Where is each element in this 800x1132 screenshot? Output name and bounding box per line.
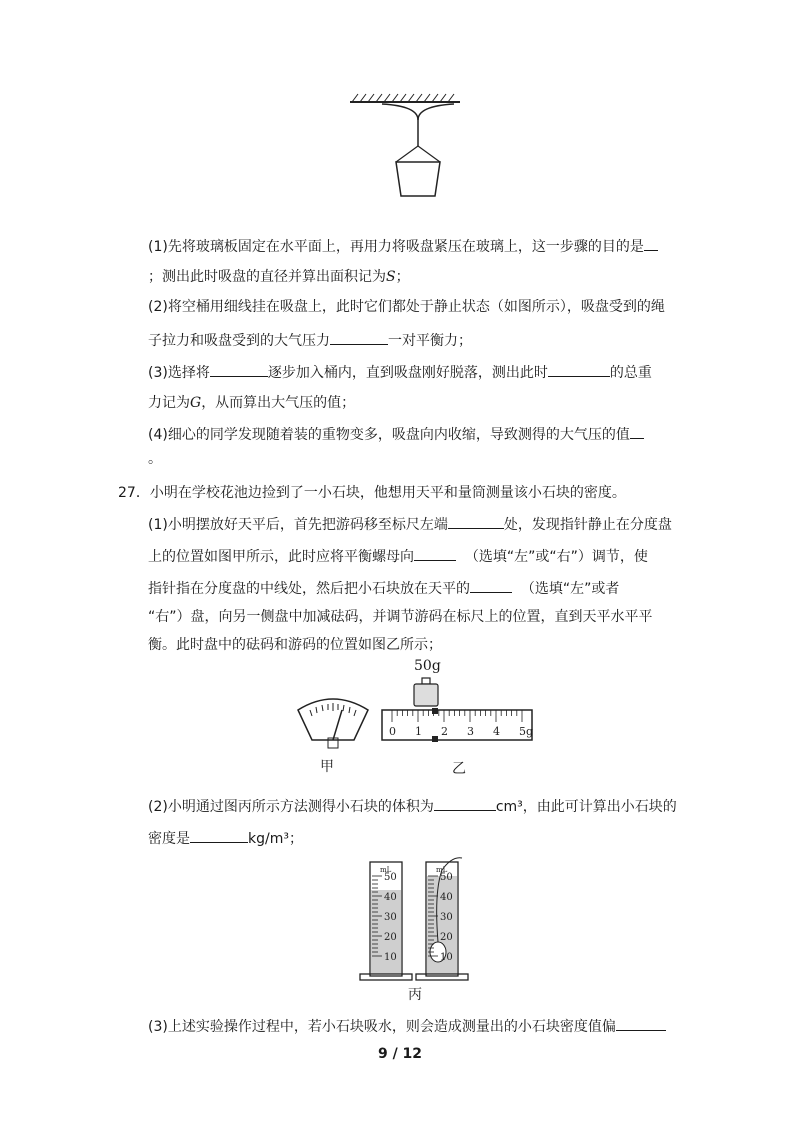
answer-blank[interactable] — [448, 514, 504, 529]
q26-step4-text: (4)细心的同学发现随着装的重物变多，吸盘向内收缩，导致测得的大气压的值 — [148, 427, 630, 443]
cylinder-tick-label: 50 — [384, 872, 397, 883]
q26-step1-line1 — [148, 236, 658, 256]
cylinder-tick-label: 40 — [384, 892, 397, 903]
scale-tick-label: 5g — [519, 725, 534, 738]
page-number: 9 / 12 — [377, 1046, 423, 1062]
answer-blank[interactable] — [470, 578, 512, 593]
scale-tick-label: 3 — [467, 725, 474, 738]
suction-cup-figure — [340, 90, 480, 210]
cylinder-unit-label: mL — [380, 866, 392, 874]
q26-step1-text2: ；测出此时吸盘的直径并算出面积记为 — [148, 269, 386, 285]
q27-p1-text2: 处，发现指针静止在分度盘 — [503, 517, 672, 533]
q27-p1-text4: （选填“左”或“右”）调节，使 — [464, 549, 648, 565]
answer-blank[interactable] — [330, 330, 388, 345]
q27-p1-text7: “右”）盘，向另一侧盘中加减砝码，并调节游码在标尺上的位置，直到天平水平平 — [148, 609, 653, 625]
cylinder-tick-label: 30 — [440, 912, 453, 923]
q26-step3-text: (3)选择将 — [148, 365, 210, 381]
figure-jia-label: 甲 — [320, 759, 334, 775]
q27-p1-line4 — [148, 608, 653, 626]
q26-step4-line1 — [148, 424, 644, 444]
answer-blank[interactable] — [644, 236, 658, 251]
graduated-cylinders-figure — [358, 852, 478, 984]
q27-stem-line — [118, 484, 626, 502]
q27-p2-line1 — [148, 796, 677, 816]
answer-blank[interactable] — [190, 828, 248, 843]
weight-label: 50g — [414, 658, 441, 674]
cylinder-tick-label: 10 — [440, 952, 453, 963]
gravity-variable: G — [190, 395, 202, 411]
q26-step2-text3: 一对平衡力； — [388, 333, 472, 349]
q26-step4-line2 — [148, 450, 162, 468]
q27-p2-text3: 密度是 — [148, 831, 190, 847]
q26-step4-end: 。 — [148, 451, 162, 467]
balance-dial-figure — [292, 694, 374, 750]
q27-p1-text3: 上的位置如图甲所示，此时应将平衡螺母向 — [148, 549, 414, 565]
q27-p1-text8: 衡。此时盘中的砝码和游码的位置如图乙所示； — [148, 637, 442, 653]
q27-p2-text2: ，由此可计算出小石块的 — [522, 799, 677, 815]
cylinder-tick-label: 10 — [384, 952, 397, 963]
answer-blank[interactable] — [210, 362, 268, 377]
scale-tick-label: 0 — [389, 725, 396, 738]
q26-step3-text4: 力记为 — [148, 395, 190, 411]
q27-stem: 小明在学校花池边捡到了一小石块，他想用天平和量筒测量该小石块的密度。 — [149, 485, 626, 501]
answer-blank[interactable] — [414, 546, 456, 561]
q26-step1-line2 — [148, 268, 410, 286]
q27-p1-text6: （选填“左”或者 — [520, 581, 620, 597]
answer-blank[interactable] — [434, 796, 496, 811]
q26-step2-line2 — [148, 330, 472, 350]
q27-p1-text5: 指针指在分度盘的中线处，然后把小石块放在天平的 — [148, 581, 470, 597]
q26-step2-text: (2)将空桶用细线挂在吸盘上，此时它们都处于静止状态（如图所示），吸盘受到的绳 — [148, 299, 665, 315]
q26-step1-end: ； — [395, 269, 410, 285]
volume-unit: cm³ — [495, 799, 523, 815]
answer-blank[interactable] — [630, 424, 644, 439]
scale-tick-label: 2 — [441, 725, 448, 738]
cylinder-tick-label: 40 — [440, 892, 453, 903]
scale-tick-label: 4 — [493, 725, 500, 738]
q27-p1-line2 — [148, 546, 648, 566]
q26-step3-text5: ，从而算出大气压的值； — [201, 395, 356, 411]
scale-tick-label: 1 — [415, 725, 422, 738]
q27-p3-text: (3)上述实验操作过程中，若小石块吸水，则会造成测量出的小石块密度值偏 — [148, 1019, 616, 1035]
q27-number: 27． — [118, 485, 150, 501]
q27-p1-text: (1)小明摆放好天平后，首先把游码移至标尺左端 — [148, 517, 448, 533]
figure-bing-label: 丙 — [408, 987, 422, 1003]
area-variable: S — [386, 269, 396, 285]
q27-p1-line1 — [148, 514, 672, 534]
q27-p1-line5 — [148, 636, 442, 654]
q26-step3-text3: 的总重 — [609, 365, 652, 381]
q27-p2-line2 — [148, 828, 303, 848]
figure-yi-label: 乙 — [452, 761, 466, 777]
answer-blank[interactable] — [548, 362, 610, 377]
q26-step2-text2: 子拉力和吸盘受到的大气压力 — [148, 333, 330, 349]
cylinder-tick-label: 30 — [384, 912, 397, 923]
q26-step3-line1 — [148, 362, 652, 382]
cylinder-tick-label: 50 — [440, 872, 453, 883]
q27-p3-line1 — [148, 1016, 666, 1036]
answer-blank[interactable] — [616, 1016, 666, 1031]
cylinder-tick-label: 20 — [384, 932, 397, 943]
q27-p1-line3 — [148, 578, 619, 598]
q26-step3-text2: 逐步加入桶内，直到吸盘刚好脱落，测出此时 — [267, 365, 548, 381]
q27-p2-text: (2)小明通过图丙所示方法测得小石块的体积为 — [148, 799, 434, 815]
q26-step2-line1 — [148, 298, 665, 316]
weight-and-scale-figure — [378, 676, 538, 746]
q26-step1-text: (1)先将玻璃板固定在水平面上，再用力将吸盘紧压在玻璃上，这一步骤的目的是 — [148, 239, 644, 255]
density-unit: kg/m³； — [248, 831, 303, 847]
cylinder-unit-label: mL — [436, 866, 448, 874]
q26-step3-line2 — [148, 394, 355, 412]
cylinder-tick-label: 20 — [440, 932, 453, 943]
